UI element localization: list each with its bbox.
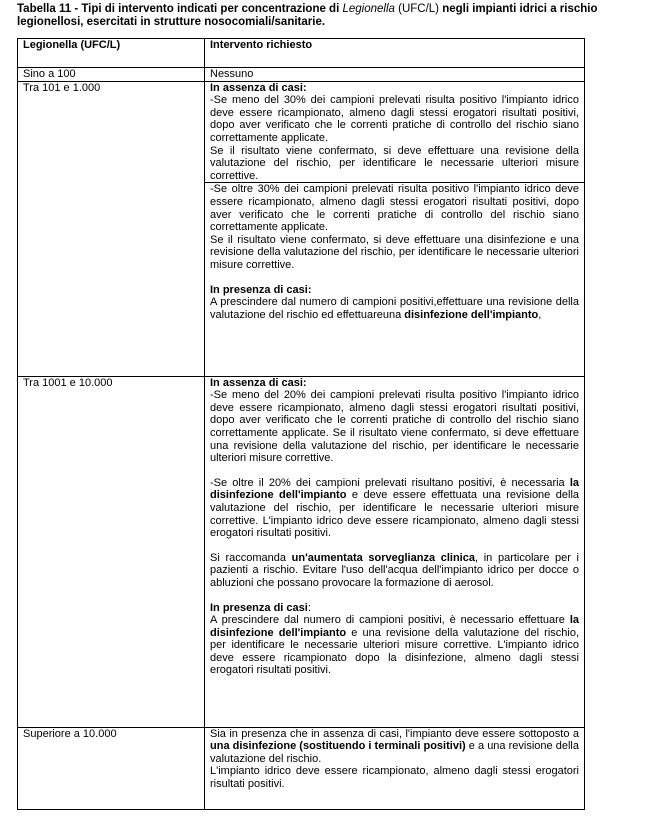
text-run: , in particolare per i pazienti a rischio. Evitare l'uso dell'acqua dell'impianto idrico per docce o abluzioni che possano provocare la formazione di aerosol. — [210, 551, 580, 589]
absent-cases-heading: In assenza di casi: — [210, 81, 307, 94]
range-cell: Sino a 100 — [18, 68, 205, 82]
text-run: , — [538, 308, 542, 321]
text-run: A prescindere dal numero di campioni positivi,effettuare una revisione della valutazione del rischio ed effettuareuna — [210, 296, 579, 321]
paragraph — [210, 728, 579, 766]
paragraph: L'impianto idrico deve essere ricampionato, almeno dagli stessi erogatori risultati positivi. — [210, 765, 579, 790]
text-run: e una revisione della valutazione del rischio, per identificare le necessarie ulteriori misure correttive. L'impianto idrico deve essere ricampionato dopo la disinfezione, almeno dagli stessi erogatori risultati positivi. — [210, 626, 579, 677]
text-run: Si raccomanda — [210, 551, 292, 564]
range-cell: Tra 101 e 1.000 — [18, 81, 205, 376]
action-cell — [205, 376, 585, 727]
text-run: Sia in presenza che in assenza di casi, l'impianto deve essere sottoposto a — [210, 727, 579, 740]
table-row — [18, 68, 585, 82]
intervention-table — [17, 38, 585, 810]
paragraph: -Se oltre 30% dei campioni prelevati risulta positivo l'impianto idrico deve essere ricampionato, almeno dagli stessi erogatori risultati positivi, dopo aver verificato che le correnti pratiche di controllo del rischio siano correttamente applicate. — [210, 183, 579, 234]
table-caption — [17, 3, 627, 29]
bold-run: disinfezione dell'impianto — [404, 308, 539, 321]
caption-unit: (UFC/L) — [394, 3, 443, 15]
paragraph — [210, 552, 579, 590]
bold-run: una disinfezione (sostituendo i terminali positivi) — [210, 740, 466, 753]
paragraph: Se il risultato viene confermato, si deve effettuare una revisione della valutazione del rischio, per identificare le necessarie ulteriori misure correttive. — [210, 144, 579, 182]
range-cell: Superiore a 10.000 — [18, 727, 205, 809]
paragraph — [210, 614, 579, 677]
paragraph: -Se meno del 20% dei campioni prelevati risulta positivo l'impianto idrico deve essere ricampionato, almeno dagli stessi erogatori risultati positivi, dopo aver verificato che le correnti pratiche di controllo del rischio siano correttamente applicate. Se il risultato viene confermato, si deve effettuare una revisione della valutazione del rischio, per identificare le necessarie ulteriori misure correttive. — [210, 389, 579, 465]
header-intervention: Intervento richiesto — [205, 39, 585, 68]
caption-prefix: Tabella 11 - Tipi di intervento indicati per concentrazione di — [17, 3, 343, 15]
text-run: e deve essere effettuata una revisione della valutazione del rischio, per identificare le necessarie ulteriori misure correttive. L'impianto idrico deve essere ricampionato, almeno dagli stessi erogatori risultati positivi. — [210, 489, 580, 540]
bold-run: la disinfezione dell'impianto — [210, 476, 579, 502]
caption-italic-term: Legionella — [342, 3, 395, 15]
text-run: e a una revisione della valutazione del rischio. — [210, 740, 579, 765]
action-cell — [205, 81, 585, 376]
cell-divider — [205, 182, 584, 233]
header-concentration: Legionella (UFC/L) — [18, 39, 205, 68]
table-row — [18, 376, 585, 727]
present-cases-heading: In presenza di casi: — [210, 283, 312, 296]
absent-cases-heading: In assenza di casi: — [210, 376, 307, 389]
action-cell: Nessuno — [205, 68, 585, 82]
paragraph — [210, 477, 579, 540]
text-run: -Se oltre il 20% dei campioni prelevati risultano positivi, è necessaria — [210, 476, 570, 489]
text-run: A prescindere dal numero di campioni positivi, è necessario effettuare — [210, 614, 570, 627]
caption-suffix: negli impianti idrici a rischio legionellosi, esercitati in strutture nosocomiali/sanitarie. — [17, 3, 598, 28]
bold-run: un'aumentata sorveglianza clinica — [291, 551, 475, 564]
paragraph — [210, 296, 579, 321]
paragraph: Se il risultato viene confermato, si deve effettuare una disinfezione e una revisione della valutazione del rischio, per identificare le necessarie ulteriori misure correttive. — [210, 233, 579, 271]
bold-run: la disinfezione dell'impianto — [210, 614, 579, 639]
paragraph: -Se meno del 30% dei campioni prelevati risulta positivo l'impianto idrico deve essere ricampionato, almeno dagli stessi erogatori risultati positivi, dopo aver verificato che le correnti pratiche di controllo del rischio siano correttamente applicate. — [210, 94, 579, 144]
action-cell — [205, 727, 585, 809]
heading-colon: : — [307, 601, 311, 614]
range-cell: Tra 1001 e 10.000 — [18, 376, 205, 727]
table-row — [18, 727, 585, 809]
table-header-row — [18, 39, 585, 68]
table-row — [18, 81, 585, 376]
present-cases-heading: In presenza di casi — [210, 601, 308, 614]
